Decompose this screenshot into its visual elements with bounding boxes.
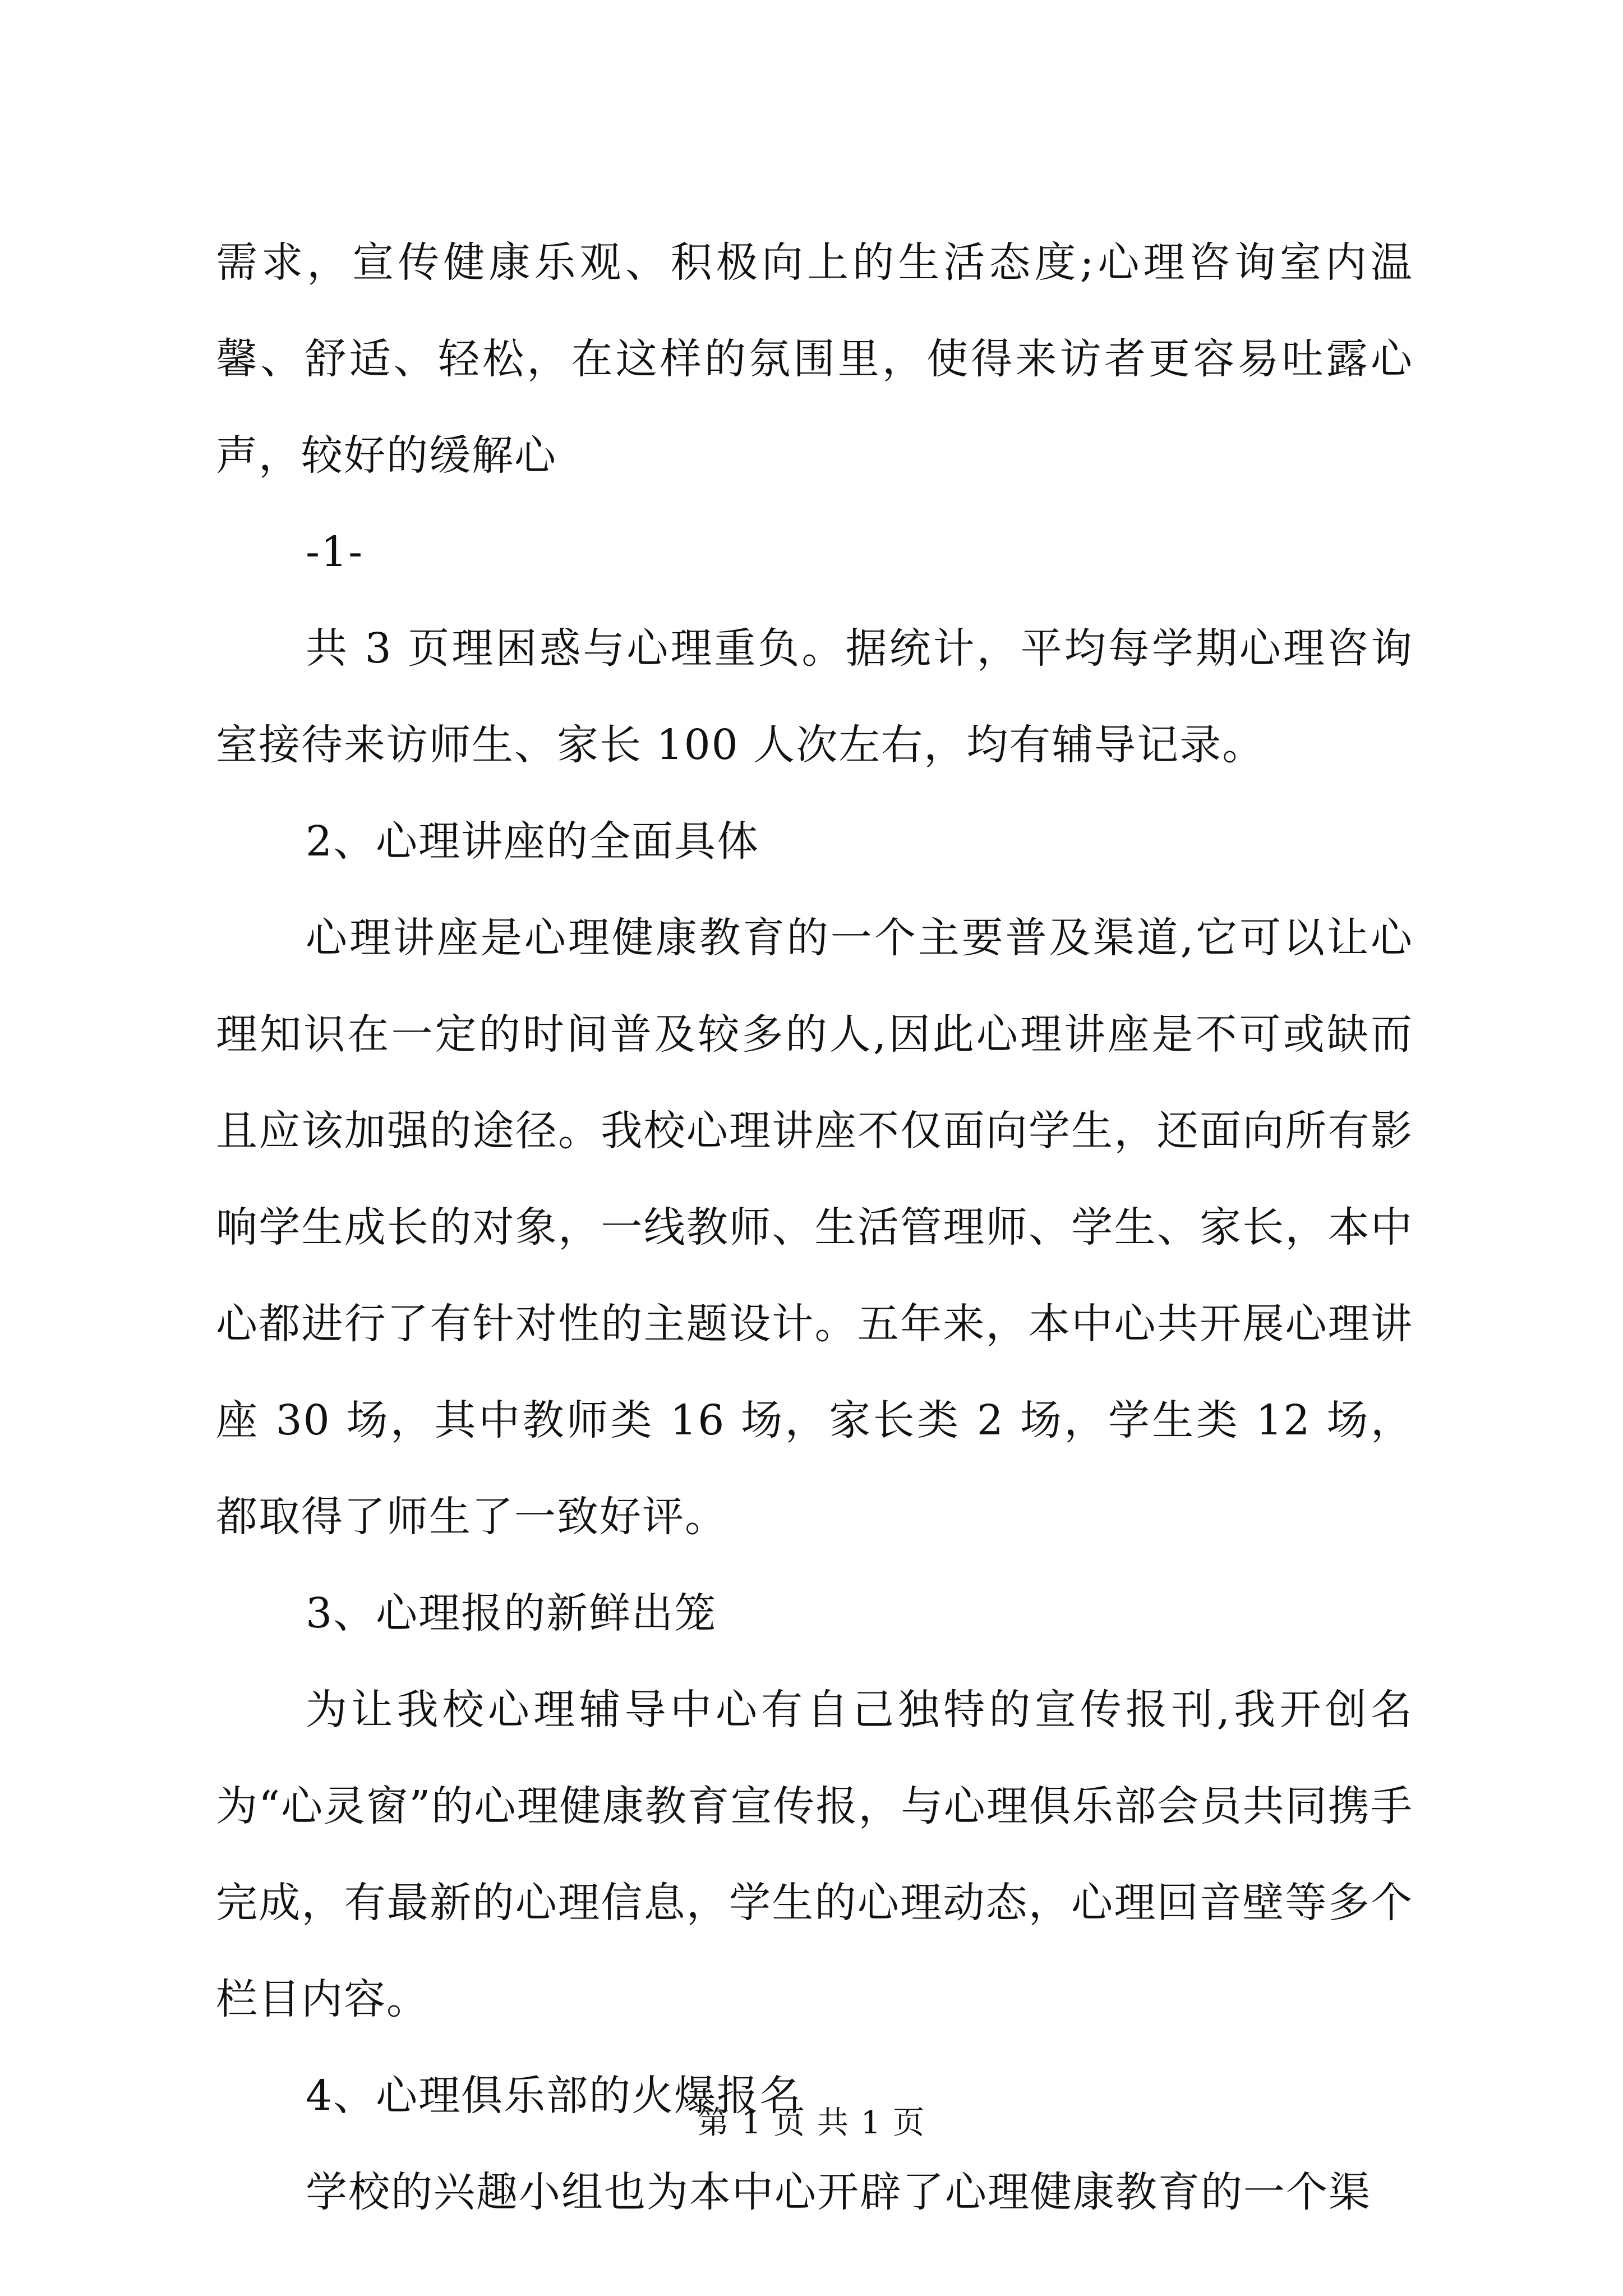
paragraph-lectures: 心理讲座是心理健康教育的一个主要普及渠道,它可以让心理知识在一定的时间普及较多的人,因此心理讲座是不可或缺而且应该加强的途径。我校心理讲座不仅面向学生，还面向所有影响学生成长的对象，一线教师、生活管理师、学生、家长，本中心都进行了有针对性的主题设计。五年来，本中心共开展心理讲座 30 场，其中教师类 16 场，家长类 2 场，学生类 12 场，都取得了师生了一致好评。 bbox=[216, 914, 1413, 1541]
section-heading-club: 4、心理俱乐部的火爆报名 bbox=[306, 2072, 803, 2120]
paragraph-newspaper: 为让我校心理辅导中心有自己独特的宣传报刊,我开创名为“心灵窗”的心理健康教育宣传报，与心理俱乐部会员共同携手完成，有最新的心理信息，学生的心理动态，心理回音壁等多个栏目内容。 bbox=[216, 1686, 1413, 2023]
document-body bbox=[216, 214, 1413, 2240]
paragraph-club: 学校的兴趣小组也为本中心开辟了心理健康教育的一个渠 bbox=[306, 2168, 1371, 2216]
page-number-marker: -1- bbox=[306, 528, 364, 576]
paragraph-continuation: 需求，宣传健康乐观、积极向上的生活态度;心理咨询室内温馨、舒适、轻松，在这样的氛围里，使得来访者更容易吐露心声，较好的缓解心 bbox=[216, 238, 1413, 480]
section-heading-newspaper: 3、心理报的新鲜出笼 bbox=[306, 1589, 717, 1637]
paragraph-consultation-stats: 共 3 页理困惑与心理重负。据统计，平均每学期心理咨询室接待来访师生、家长 100 人次左右，均有辅导记录。 bbox=[216, 624, 1413, 769]
page-footer: 第 1 页 共 1 页 bbox=[697, 2105, 926, 2141]
section-heading-lectures: 2、心理讲座的全面具体 bbox=[306, 817, 760, 866]
